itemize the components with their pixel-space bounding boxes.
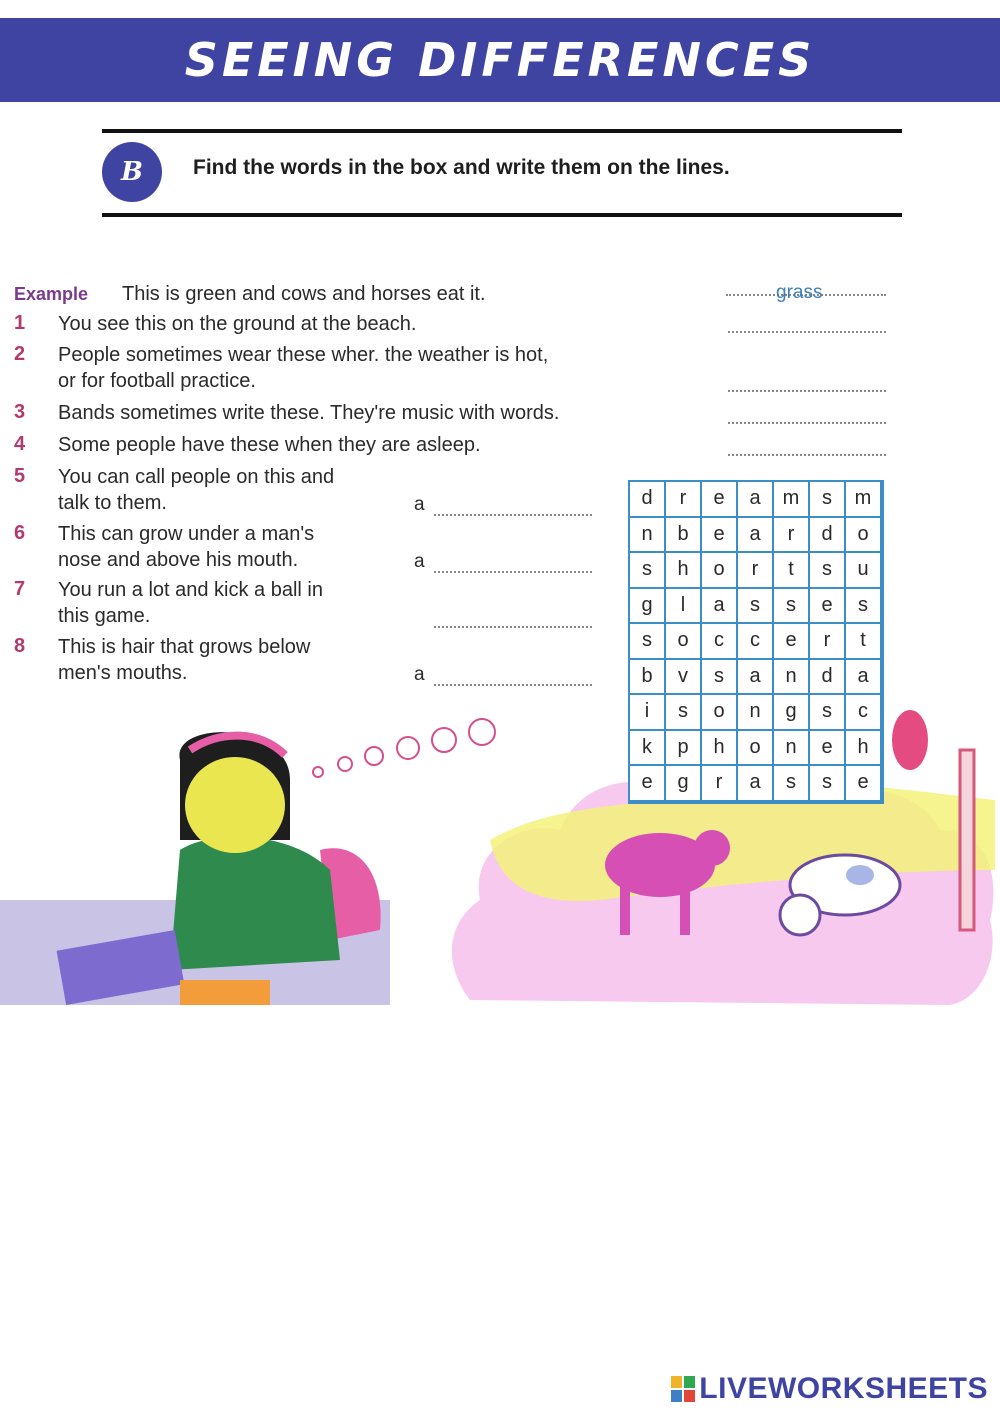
grid-letter: s: [810, 695, 846, 731]
grid-letter: a: [738, 518, 774, 554]
grid-letter: d: [810, 518, 846, 554]
question-text: this game.: [58, 605, 151, 627]
question-text: You see this on the ground at the beach.: [58, 313, 417, 335]
liveworksheets-icon: [671, 1376, 695, 1402]
grid-letter: g: [666, 766, 702, 802]
grid-letter: e: [774, 624, 810, 660]
answer-line-5[interactable]: [434, 512, 592, 516]
grid-letter: o: [702, 695, 738, 731]
grid-letter: e: [702, 482, 738, 518]
grid-letter: h: [666, 553, 702, 589]
question-number: 4: [14, 433, 26, 455]
question-text: talk to them.: [58, 492, 167, 514]
grid-letter: s: [810, 482, 846, 518]
grid-letter: m: [846, 482, 882, 518]
example-label: Example: [14, 284, 89, 304]
question-number: 3: [14, 401, 26, 423]
thought-bubble: [313, 767, 323, 777]
grid-letter: n: [774, 731, 810, 767]
answer-line-1[interactable]: [728, 329, 886, 333]
grid-letter: n: [738, 695, 774, 731]
grid-letter: p: [666, 731, 702, 767]
thought-bubble: [469, 719, 495, 745]
grid-letter: o: [846, 518, 882, 554]
grid-letter: l: [666, 589, 702, 625]
grid-letter: c: [702, 624, 738, 660]
grid-letter: h: [702, 731, 738, 767]
instruction-text: Find the words in the box and write them on the lines.: [193, 156, 730, 179]
grid-letter: n: [630, 518, 666, 554]
grid-letter: r: [810, 624, 846, 660]
grid-letter: a: [738, 766, 774, 802]
grid-letter: s: [774, 589, 810, 625]
section-badge: B: [102, 142, 162, 202]
grid-letter: r: [774, 518, 810, 554]
grid-letter: a: [846, 660, 882, 696]
question-number: 8: [14, 635, 26, 657]
grid-letter: e: [810, 731, 846, 767]
question-text: People sometimes wear these wher. the weather is hot,: [58, 344, 549, 366]
grid-letter: s: [702, 660, 738, 696]
answer-line-7[interactable]: [434, 624, 592, 628]
girl-sweater: [170, 837, 340, 970]
grid-letter: d: [630, 482, 666, 518]
grid-letter: r: [702, 766, 738, 802]
grid-letter: o: [666, 624, 702, 660]
grid-letter: a: [702, 589, 738, 625]
book-icon: [180, 980, 270, 1005]
question-text: nose and above his mouth.: [58, 549, 299, 571]
answer-prefix: a: [414, 494, 425, 515]
question-text: You run a lot and kick a ball in: [58, 579, 323, 601]
unicorn-leg: [680, 885, 690, 935]
grid-letter: t: [846, 624, 882, 660]
question-text: This can grow under a man's: [58, 523, 315, 545]
grid-letter: a: [738, 482, 774, 518]
grid-letter: e: [630, 766, 666, 802]
grid-letter: g: [630, 589, 666, 625]
grid-letter: u: [846, 553, 882, 589]
cow-head: [780, 895, 820, 935]
unicorn-leg: [620, 885, 630, 935]
grid-letter: d: [810, 660, 846, 696]
brand-logo: [671, 1372, 988, 1406]
question-text: or for football practice.: [58, 370, 256, 392]
grid-letter: n: [774, 660, 810, 696]
word-search-grid: [628, 480, 884, 804]
grid-letter: b: [666, 518, 702, 554]
brand-name: LIVEWORKSHEETS: [699, 1372, 988, 1405]
grid-letter: s: [810, 553, 846, 589]
grid-letter: c: [846, 695, 882, 731]
grid-letter: s: [630, 553, 666, 589]
grid-letter: o: [702, 553, 738, 589]
question-text: men's mouths.: [58, 662, 188, 684]
pink-tree: [892, 710, 928, 770]
answer-line-3[interactable]: [728, 420, 886, 424]
grid-letter: o: [738, 731, 774, 767]
question-number: 5: [14, 465, 26, 487]
grid-letter: s: [666, 695, 702, 731]
question-number: 2: [14, 343, 26, 365]
question-number: 7: [14, 578, 26, 600]
grid-letter: r: [738, 553, 774, 589]
bottom-divider: [102, 213, 902, 217]
grid-letter: s: [774, 766, 810, 802]
grid-letter: c: [738, 624, 774, 660]
girl-face: [185, 757, 285, 853]
question-number: 1: [14, 312, 26, 334]
question-text: You can call people on this and: [58, 466, 335, 488]
answer-line-4[interactable]: [728, 452, 886, 456]
grid-letter: i: [630, 695, 666, 731]
grid-letter: e: [702, 518, 738, 554]
grid-letter: k: [630, 731, 666, 767]
grid-letter: b: [630, 660, 666, 696]
grid-letter: g: [774, 695, 810, 731]
page-title: SEEING DIFFERENCES: [184, 33, 816, 87]
thought-bubble: [397, 737, 419, 759]
grid-letter: s: [738, 589, 774, 625]
grid-letter: v: [666, 660, 702, 696]
example-text: This is green and cows and horses eat it.: [122, 283, 486, 305]
example-answer: grass: [776, 282, 823, 303]
grid-letter: h: [846, 731, 882, 767]
thought-bubble: [338, 757, 352, 771]
grid-letter: s: [810, 766, 846, 802]
grid-letter: s: [630, 624, 666, 660]
candy-cane: [960, 750, 974, 930]
question-number: 6: [14, 522, 26, 544]
question-text: This is hair that grows below: [58, 636, 311, 658]
grid-letter: s: [846, 589, 882, 625]
grid-letter: m: [774, 482, 810, 518]
thought-bubble: [365, 747, 383, 765]
grid-letter: t: [774, 553, 810, 589]
answer-line-2[interactable]: [728, 388, 886, 392]
thought-bubble: [432, 728, 456, 752]
grid-letter: e: [846, 766, 882, 802]
title-banner: [0, 18, 1000, 102]
answer-line-6[interactable]: [434, 569, 592, 573]
grid-letter: a: [738, 660, 774, 696]
grid-letter: r: [666, 482, 702, 518]
question-text: Some people have these when they are asleep.: [58, 434, 481, 456]
question-text: Bands sometimes write these. They're music with words.: [58, 402, 560, 424]
answer-prefix: a: [414, 664, 425, 685]
top-divider: [102, 129, 902, 133]
grid-letter: e: [810, 589, 846, 625]
answer-prefix: a: [414, 551, 425, 572]
unicorn-head: [694, 830, 730, 866]
cow-spot: [846, 865, 874, 885]
answer-line-8[interactable]: [434, 682, 592, 686]
